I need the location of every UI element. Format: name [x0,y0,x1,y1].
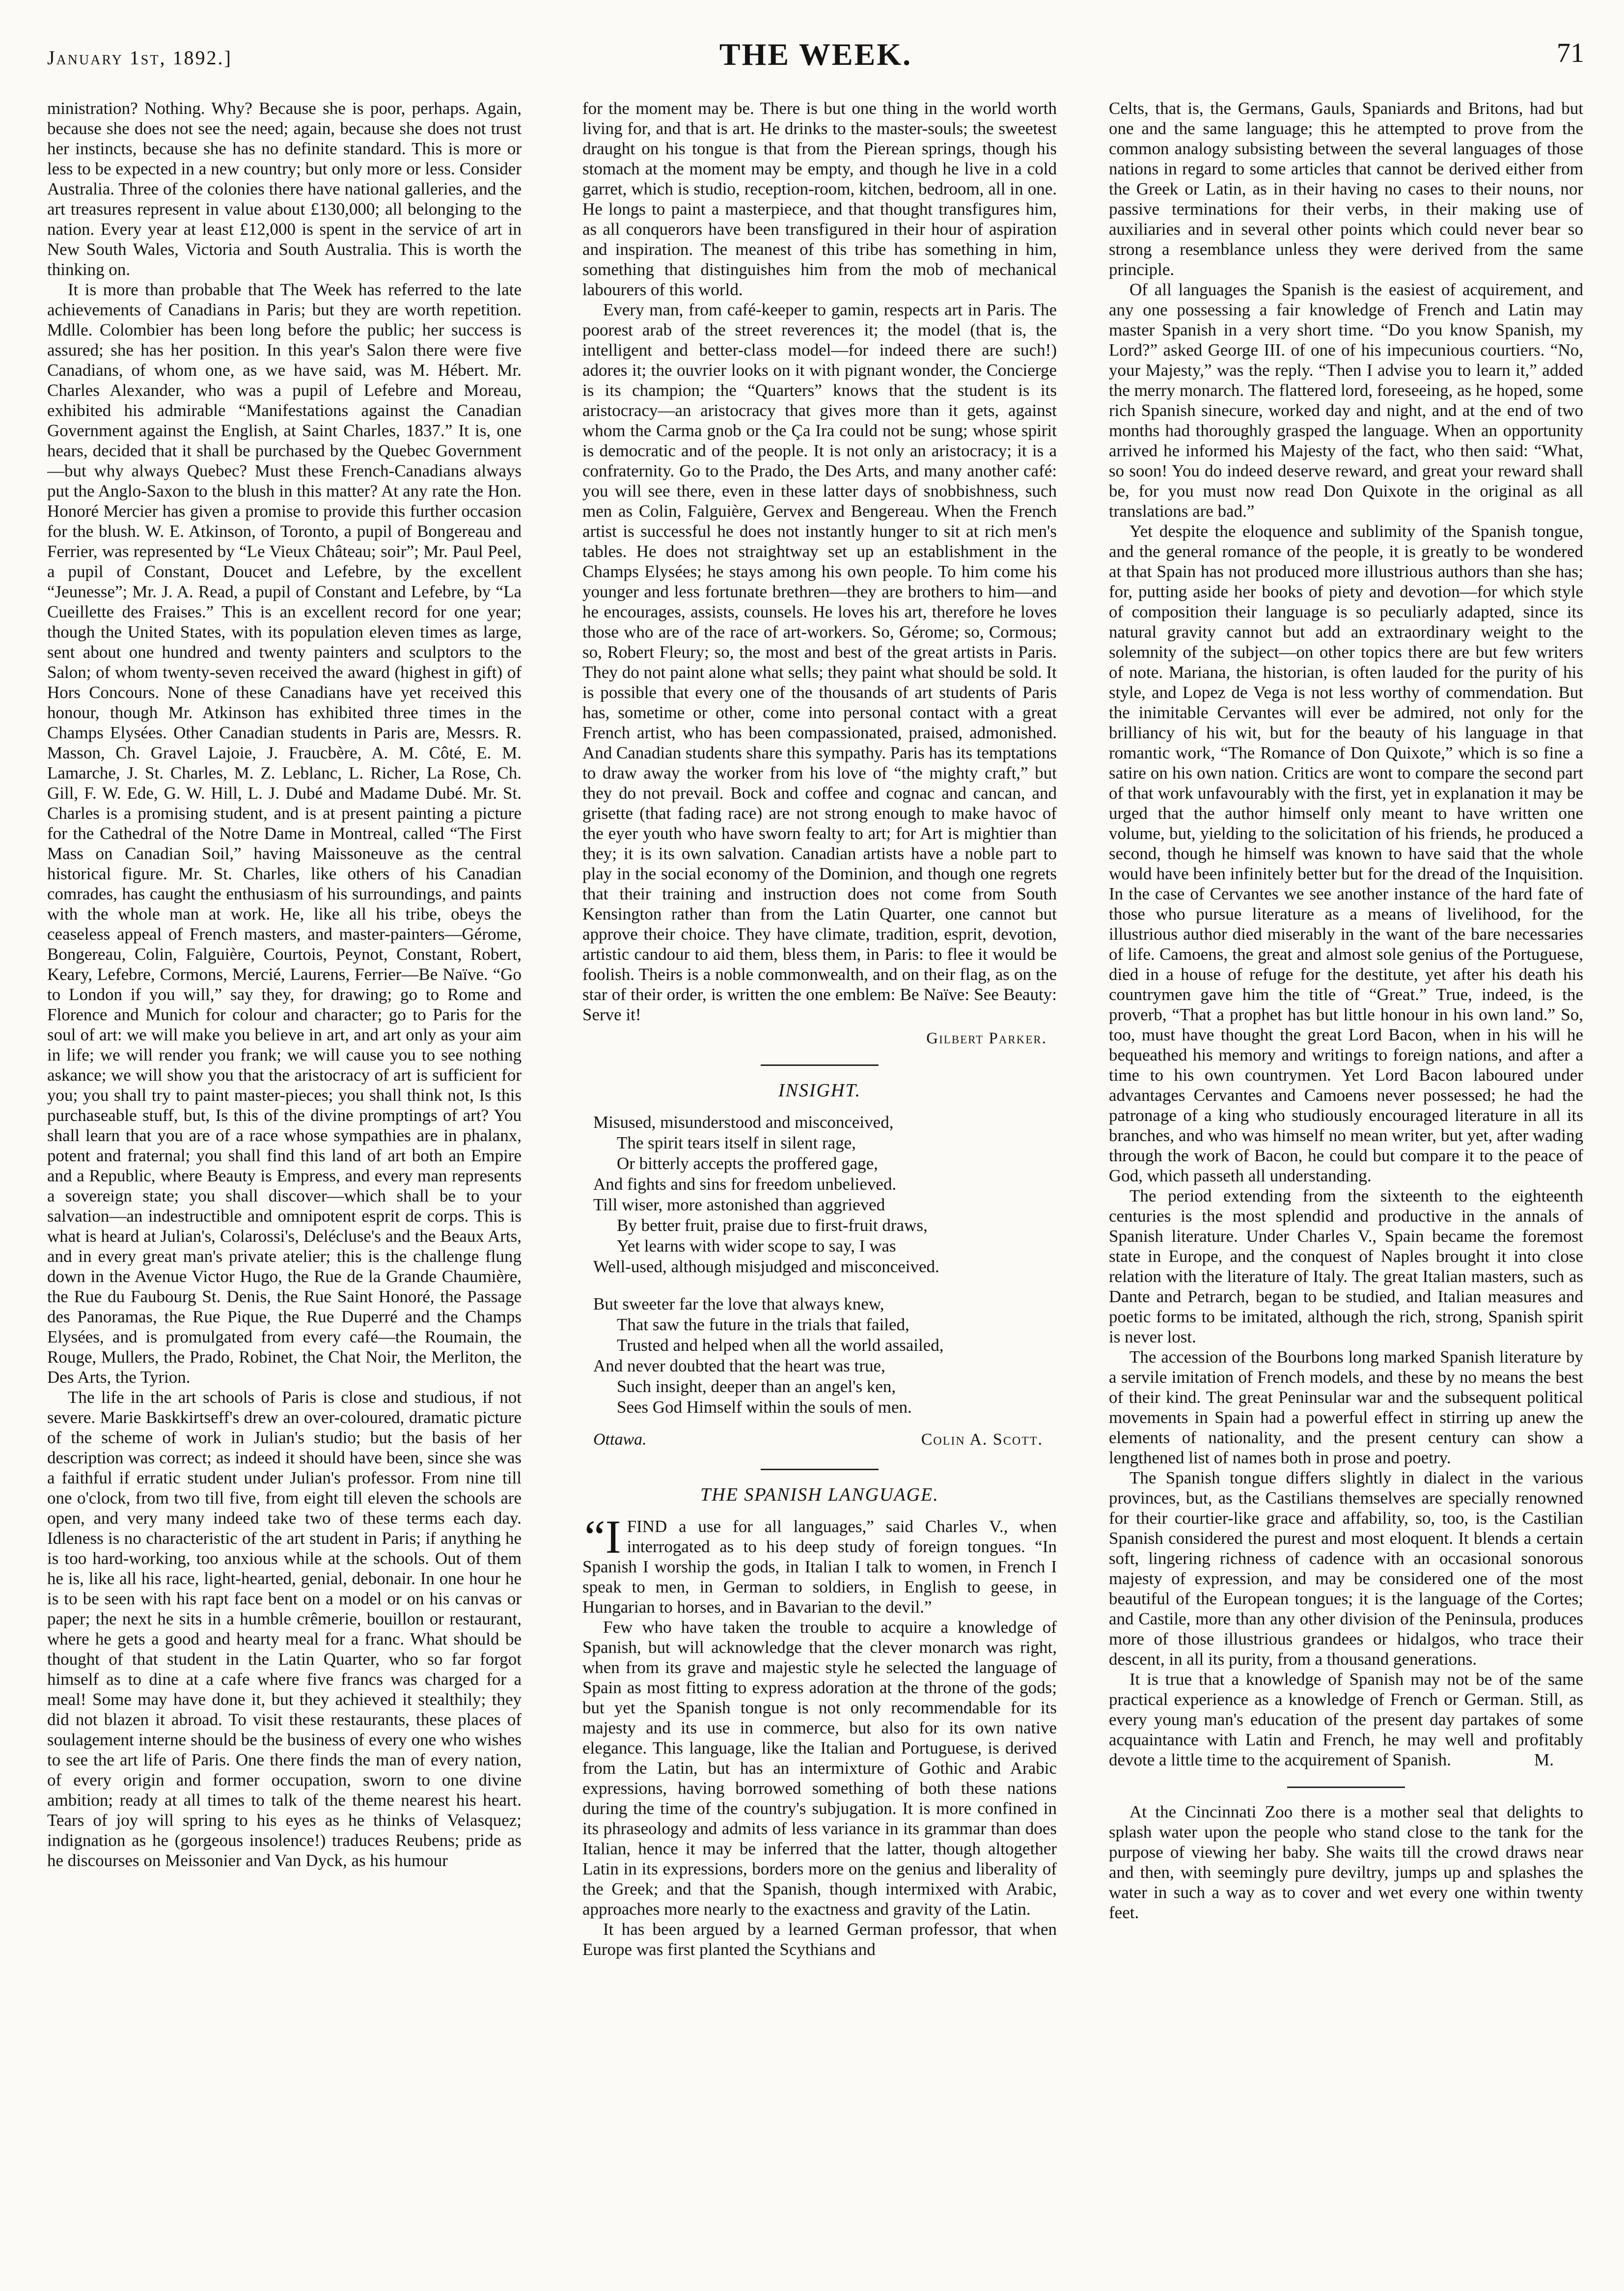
poem-line: But sweeter far the love that always knew, [593,1294,884,1313]
essay-title: THE SPANISH LANGUAGE. [700,1484,939,1505]
essay-paragraph [582,1510,1057,1617]
poem-title: INSIGHT. [778,1080,861,1101]
column-1 [47,98,522,2269]
essay-paragraph-text: It is true that a knowledge of Spanish may not be of the same practical experience as a knowledge of French or German. Still, as every young man's education of the present day partakes of some acquaintance with Latin and French, he may well and profitably devote a little time to the acquirement of Spanish. [1109,1670,1583,1769]
poem-line: Till wiser, more astonished than aggrieved [593,1195,885,1214]
essay-paragraph-text: FIND a use for all languages,” said Charles V., when interrogated as to his deep study of foreign tongues. “In Spanish I worship the gods, in Italian I talk to women, in French I speak to men, in German to soldiers, in English to geese, in Hungarian to horses, and in Bavarian to the devil.” [582,1517,1057,1617]
running-head [47,34,1584,74]
essay-paragraph: Yet despite the eloquence and sublimity of the Spanish tongue, and the general romance of the people, it is greatly to be wondered at that Spain has not produced more illustrious authors than she has; for, putting aside her books of piety and devotion—for which style of composition their language is so peculiarly adapted, since its natural gravity cannot but add an extraordinary weight to the solemnity of the subject—on other topics there are but few writers of note. Mariana, the historian, is often lauded for the purity of his style, and Lopez de Vega is not less worthy of commendation. But the inimitable Cervantes will ever be admired, not only for the brilliancy of his wit, but for the beauty of his language in that romantic work, “The Romance of Don Quixote,” which is so fine a satire on his own nation. Critics are wont to compare the second part of that work unfavourably with the first, yet in explanation it may be urged that the author himself only meant to have written one volume, but, yielding to the solicitation of his friends, he produced a second, though he himself was known to have said that the whole would have been infinitely better but for the dread of the Inquisition. In the case of Cervantes we see another instance of the hard fate of those who pursue literature as a means of livelihood, for the illustrious author died miserably in the want of the bare necessaries of life. Camoens, the great and almost sole genius of the Portuguese, died in a house of refuge for the destitute, yet after his death his countrymen gave him the title of “Great.” True, indeed, is the proverb, “That a prophet has but little honour in his own land.” So, too, must have thought the great Lord Bacon, when in his will he bequeathed his memory and writings to foreign nations, and after a time to his own countrymen. Yet Lord Bacon laboured under advantages Cervantes and Camoens never possessed; he had the patronage of a king who studiously encouraged literature in all its branches, and who was himself no mean writer, but yet, after wading through the work of Bacon, he could but compare it to the peace of God, which passeth all understanding. [1109,522,1583,1185]
poem-line: Misused, misunderstood and misconceived, [593,1113,894,1132]
essay-paragraph: The Spanish tongue differs slightly in dialect in the various provinces, but, as the Castilians themselves are specially renowned for their courtier-like grace and affability, so, too, is the Castilian Spanish considered the purest and most eloquent. It blends a certain soft, lingering richness of cadence with an occasional sonorous majesty of expression, and may be considered one of the most beautiful of the European tongues; it is the language of the Cortes; and Castile, more than any other division of the Peninsula, produces more of those illustrious grandees or hidalgos, who trace their descent, in all its purity, from a thousand generations. [1109,1468,1583,1669]
drop-cap: “I [584,1510,621,1563]
poem-line: And never doubted that the heart was true, [593,1356,885,1375]
poem-line: Trusted and helped when all the world assailed, [617,1336,944,1355]
essay-paragraph: Of all languages the Spanish is the easiest of acquirement, and any one possessing a fair knowledge of French and Latin may master Spanish in a very short time. “Do you know Spanish, my Lord?” asked George III. of one of his impecunious courtiers. “No, your Majesty,” was the reply. “Then I advise you to learn it,” added the merry monarch. The flattered lord, foreseeing, as he hoped, some rich Spanish sinecure, worked day and night, and at the end of two months had thoroughly grasped the language. When an opportunity arrived he informed his Majesty of the fact, who then said: “What, so soon! You do indeed deserve reward, and great your reward shall be, for you must now read Don Quixote in the original as all translations are bad.” [1109,280,1583,521]
poem-stanza [593,1112,1057,1277]
spanish-essay [582,1484,1057,1959]
essay-paragraph [1109,1669,1583,1770]
essay-paragraph: Celts, that is, the Germans, Gauls, Spaniards and Britons, had but one and the same language; this he attempted to prove from the common analogy subsisting between the several languages of those nations in regard to some articles that cannot be derived either from the Greek or Latin, as in their having no cases to their nouns, nor passive terminations for their verbs, in their making use of auxiliaries and in several other points which could never bear so strong a resemblance unless they were derived from the same principle. [1109,99,1583,279]
poem-line: Such insight, deeper than an angel's ken, [617,1377,896,1396]
poem-line: Yet learns with wider scope to say, I was [617,1236,896,1256]
zoo-note: At the Cincinnati Zoo there is a mother seal that delights to splash water upon the people who stand close to the tank for the purpose of viewing her baby. She waits till the crowd draws near and then, with seemingly pure deviltry, jumps up and splashes the water in such a way as to cover and wet every one within twenty feet. [1109,1802,1583,1922]
section-divider [1287,1787,1405,1788]
page-number: 71 [1557,38,1584,68]
poem-author: Colin A. Scott. [921,1430,1043,1449]
section-divider [761,1469,879,1470]
poem-stanza [593,1294,1057,1418]
column-2 [582,98,1057,2269]
poem-line: And fights and sins for freedom unbelieved. [593,1174,897,1194]
poem-line: Sees God Himself within the souls of men. [617,1397,912,1417]
essay-paragraph: Few who have taken the trouble to acquire a knowledge of Spanish, but will acknowledge that the clever monarch was right, when from its grave and majestic style he selected the language of Spain as most fitting to express adoration at the throne of the gods; but yet the Spanish tongue is not only recommendable for its majesty and its use in commerce, but also for its own native elegance. This language, like the Italian and Portuguese, is derived from the Latin, but has an intermixture of Gothic and Arabic expressions, having borrowed something of both these nations during the time of the country's subjugation. It is more confined in its phraseology and admits of less variance in its grammar than does Italian, hence it may be inferred that the latter, though altogether Latin in its expressions, borders more on the genius and liberality of the Greek; and that the Spanish, though intermixed with Arabic, approaches more nearly to the exactness and gravity of the Latin. [582,1618,1057,1919]
essay-paragraph: It has been argued by a learned German professor, that when Europe was first planted the Scythians and [582,1920,1057,1959]
issue-date: January 1st, 1892.] [47,47,232,69]
poem-line: The spirit tears itself in silent rage, [617,1133,856,1152]
poem [582,1080,1057,1452]
article-byline: Gilbert Parker. [926,1030,1047,1047]
essay-signature: M. [1534,1750,1554,1769]
poem-line: Well-used, although misjudged and misconceived. [593,1257,939,1276]
art-article-paragraph: It is more than probable that The Week has referred to the late achievements of Canadians in Paris; but they are worth repetition. Mdlle. Colombier has been long before the public; her success is assured; she has her position. In this year's Salon there were five Canadians, of whom one, as we have said, was M. Hébert. Mr. Charles Alexander, who was a pupil of Lefebre and Moreau, exhibited his admirable “Manifestations against the Canadian Government against the English, at Saint Charles, 1837.” It is, one hears, decided that it shall be purchased by the Quebec Government—but why always Quebec? Must these French-Canadians always put the Anglo-Saxon to the blush in this matter? At any rate the Hon. Honoré Mercier has given a promise to provide this further occasion for the blush. W. E. Atkinson, of Toronto, a pupil of Bongereau and Ferrier, was represented by “Le Vieux Château; soir”; Mr. Paul Peel, a pupil of Constant, Doucet and Lefebre, by the excellent “Jeunesse”; Mr. J. A. Read, a pupil of Constant and Lefebre, by “La Cueillette des Fraises.” This is an excellent record for one year; though the United States, with its population eleven times as large, sent about one hundred and twenty painters and sculptors to the Salon; of whom twenty-seven received the award (highest in gift) of Hors Concours. None of these Canadians have yet received this honour, though Mr. Atkinson has exhibited three times in the Champs Elysées. Other Canadian students in Paris are, Messrs. R. Masson, Ch. Gravel Lajoie, J. Fraucbère, A. M. Côté, E. M. Lamarche, J. St. Charles, M. Z. Leblanc, L. Richer, La Rose, Ch. Gill, F. W. Ede, G. W. Hill, L. J. Dubé and Madame Dubé. Mr. St. Charles is a promising student, and is at present painting a picture for the Cathedral of the Notre Dame in Montreal, called “The First Mass on Canadian Soil,” having Maissoneuve as the central historical figure. Mr. St. Charles, like others of his Canadian comrades, has caught the enthusiasm of his surroundings, and paints with the whole man at work. He, like all his tribe, obeys the ceaseless appeal of French masters, and master-painters—Gérome, Bongereau, Colin, Falguière, Courtois, Peynot, Constant, Robert, Keary, Lefebre, Cormons, Mercié, Laurens, Ferrier—Be Naïve. “Go to London if you will,” say they, for drawing; go to Rome and Florence and Munich for colour and character; go to Paris for the soul of art: we will make you believe in art, and art only as your aim in life; we will render you frank; we will cause you to see nothing askance; we will show you that the aristocracy of art is sufficient for you; you shall try to paint master-pieces; you shall think not, Is this purchaseable stuff, but, Is this of the divine promptings of art? You shall learn that you are of a race whose sympathies are in phalanx, potent and fraternal; you shall find this land of art both an Empire and a Republic, where Beauty is Empress, and every man represents a sovereign state; you shall discover—which shall be to your salvation—an indestructible and omnipotent esprit de corps. This is what is heard at Julian's, Colarossi's, Delécluse's and the Beaux Arts, and in every great man's private atelier; this is the challenge flung down in the Avenue Victor Hugo, the Rue de la Grande Chaumière, the Rue du Faubourg St. Denis, the Rue Saint Honoré, the Passage des Panoramas, the Rue Pique, the Rue Duperré and the Champs Elysées, and is promulgated from every café—the Roumain, the Rouge, Mullers, the Prado, Robinet, the Chat Noir, the Merliton, the Des Arts, the Tyrion. [47,280,522,1387]
essay-paragraph: The period extending from the sixteenth to the eighteenth centuries is the most splendid and productive in the annals of Spanish literature. Under Charles V., Spain became the foremost state in Europe, and the conquest of Naples brought it into close relation with the literature of Italy. The great Italian masters, such as Dante and Petrarch, began to be studied, and Italian measures and poetic forms to be imitated, although the rich, strong, Spanish spirit is never lost. [1109,1186,1583,1346]
poem-line: That saw the future in the trials that failed, [617,1315,909,1334]
art-article-paragraph: Every man, from café-keeper to gamin, respects art in Paris. The poorest arab of the street reverences it; the model (that is, the intelligent and better-class model—for indeed there are such!) adores it; the ouvrier looks on it with pignant wonder, the Concierge is its champion; the “Quarters” knows that the student is its aristocracy—an aristocracy that gives more than it gets, against whom the Carma gnob or the Ça Ira could not be sung; whose spirit is democratic and of the people. It is not only an aristocracy; it is a confraternity. Go to the Prado, the Des Arts, and many another café: you will see there, even in these latter days of snobbishness, such men as Colin, Falguière, Gervex and Bengereau. When the French artist is successful he does not instantly hunger to sit at rich men's tables. He does not straightway set up an establishment in the Champs Elysées; he stays among his own people. To him come his younger and less fortunate brethren—they are brothers to him—and he encourages, assists, counsels. He loves his art, therefore he loves those who are of the race of art-workers. So, Gérome; so, Cormous; so, Robert Fleury; so, the most and best of the great artists in Paris. They do not paint alone what sells; they paint what should be sold. It is possible that every one of the thousands of art students of Paris has, sometime or other, come into personal contact with a great French artist, who has been compassionated, praised, admonished. And Canadian students share this sympathy. Paris has its temptations to draw away the worker from his love of “the mighty craft,” but they do not prevail. Bock and coffee and cognac and cancan, and grisette (that fading race) are not strong enough to make havoc of the eyer youth who have sworn fealty to art; for Art is mightier than they; it is its own salvation. Canadian artists have a noble part to play in the social economy of the Dominion, and though one regrets that their training and instruction does not come from South Kensington rather than from the Latin Quarter, one cannot but approve their choice. They have climate, tradition, esprit, devotion, artistic candour to aid them, bless them, in Paris: to flee it would be foolish. Theirs is a noble commonwealth, and on their flag, as on the star of their order, is written the one emblem: Be Naïve: See Beauty: Serve it! [582,300,1057,1024]
art-article-paragraph: for the moment may be. There is but one thing in the world worth living for, and that is art. He drinks to the master-souls; the sweetest draught on his tongue is that from the Pierean springs, though his stomach at the moment may be empty, and though he live in a cold garret, which is studio, reception-room, kitchen, bedroom, all in one. He longs to paint a masterpiece, and that thought transfigures him, as all conquerors have been transfigured in their hour of aspiration and inspiration. The meanest of this tribe has something in him, something that distinguishes him from the mob of mechanical labourers of this world. [582,99,1057,299]
publication-title: THE WEEK. [719,37,912,72]
poem-line: Or bitterly accepts the proffered gage, [617,1154,878,1173]
art-article-paragraph: ministration? Nothing. Why? Because she is poor, perhaps. Again, because she does not see the need; again, because she does not trust her instincts, because she has no definite standard. This is more or less to be expected in a new country; but only more or less. Consider Australia. Three of the colonies there have national galleries, and the art treasures represent in value about £130,000; all belonging to the nation. Every year at least £12,000 is spent in the service of art in New South Wales, Victoria and South Australia. This is worth the thinking on. [47,99,522,279]
section-divider [761,1064,879,1066]
poem-place: Ottawa. [593,1430,647,1449]
poem-signature [582,1430,1057,1452]
poem-line: By better fruit, praise due to first-fruit draws, [617,1216,928,1235]
art-article-paragraph: The life in the art schools of Paris is close and studious, if not severe. Marie Baskkirtseff's drew an over-coloured, dramatic picture of the scheme of work in Julian's studio; but the basis of her description was correct; as indeed it should have been, since she was a faithful if erratic student under Julian's professor. From nine till one o'clock, from two till five, from eight till eleven the schools are open, and very many indeed take two of these terms each day. Idleness is no characteristic of the art student in Paris; if anything he is too hard-working, too anxious while at the schools. Out of them he is, like all his race, light-hearted, genial, debonair. In one hour he is to be seen with his rapt face bent on a model or on his canvas or paper; the next he sits in a humble crêmerie, bouillon or restaurant, where he gets a good and hearty meal for a franc. What should be thought of that student in the Latin Quarter, who so far forgot himself as to dine at a cafe where five francs was charged for a meal! Some may have done it, but they achieved it stealthily; they did not blazen it abroad. To visit these restaurants, these places of soulagement interne should be the business of every one who wishes to see the art life of Paris. One there finds the man of every nation, of every origin and former occupation, sworn to one divine ambition; ready at all times to talk of the theme nearest his heart. Tears of joy will spring to his eyes as he thinks of Velasquez; indignation as he (gorgeous insolence!) traduces Reubens; pride as he discourses on Meissonier and Van Dyck, as his humour [47,1388,522,1870]
column-3 [1109,98,1583,2269]
essay-paragraph: The accession of the Bourbons long marked Spanish literature by a servile imitation of French models, and these by no means the best of their kind. The great Peninsular war and the subsequent political movements in Spain had a powerful effect in stirring up anew the elements of nationality, and the present century can show a lengthened list of names both in prose and poetry. [1109,1347,1583,1467]
